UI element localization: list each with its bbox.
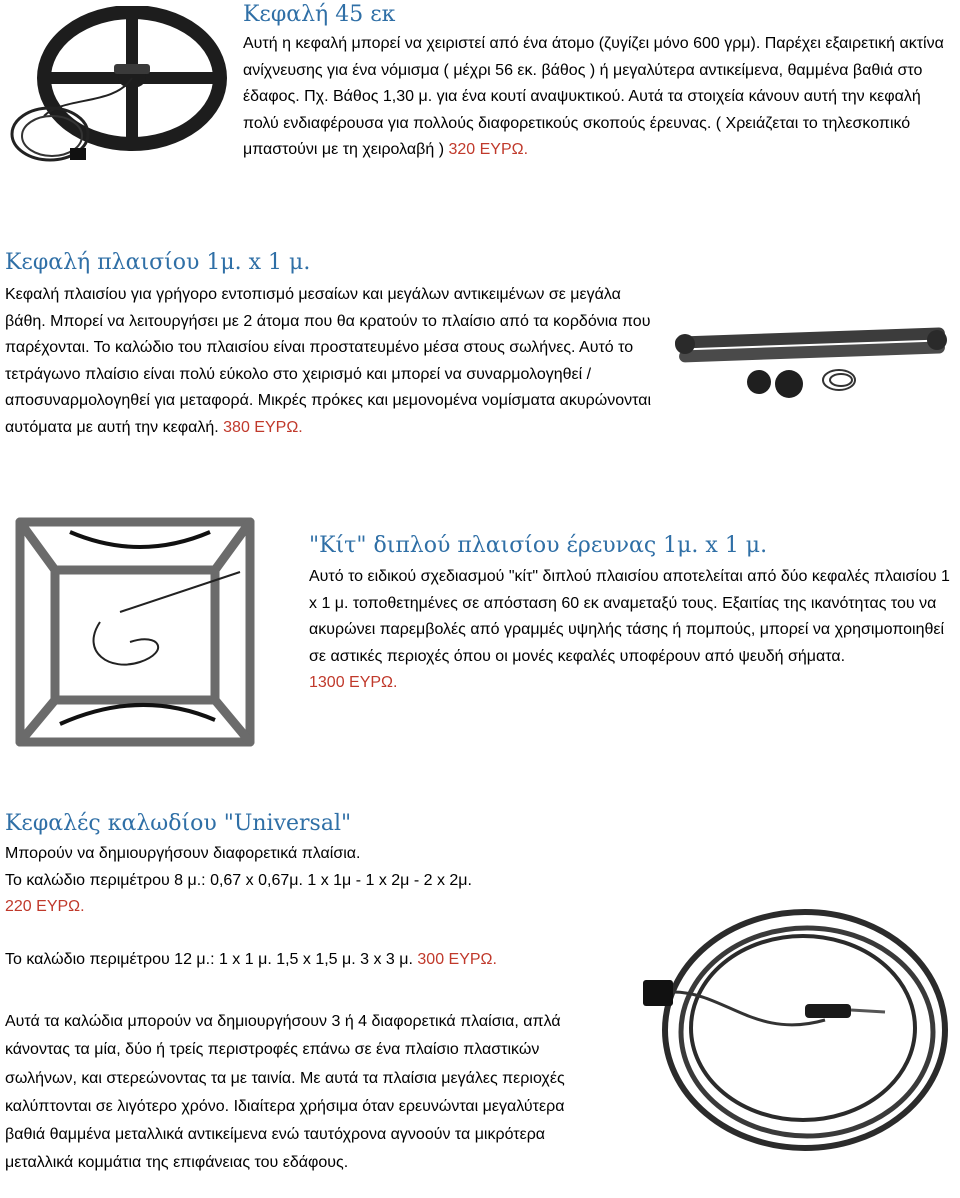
section4-line1: Μπορούν να δημιουργήσουν διαφορετικά πλαίσια. [5,845,361,862]
section4-description [5,841,605,973]
section3-text: Αυτό το ειδικού σχεδιασμού "κίτ" διπλού πλαισίου αποτελείται από δύο κεφαλές πλαισίου 1 x 1 μ. τοποθετημένες σε απόσταση 60 εκ αναμεταξύ τους. Εξαιτίας της ικανότητας του να ακυρώνει παρεμβολές από γραμμές υψηλής τάσης ή πομπούς, μπορεί να χρησιμοποιηθεί σε αστικές περιοχές όπου οι μονές κεφαλές υποφέρουν από ψευδή σήματα. [309,568,950,665]
section4-title: Κεφαλές καλωδίου "Universal" [5,811,352,836]
section3-title: "Κίτ" διπλού πλαισίου έρευνας 1μ. x 1 μ. [309,533,768,558]
section3-description [309,564,954,697]
section1-title: Κεφαλή 45 εκ [243,2,396,27]
double-frame-kit-image [0,512,275,748]
section2-title: Κεφαλή πλαισίου 1μ. x 1 μ. [5,250,311,275]
section1-text: Αυτή η κεφαλή μπορεί να χειριστεί από ένα άτομο (ζυγίζει μόνο 600 γρμ). Παρέχει εξαιρετική ακτίνα ανίχνευσης για ένα νόμισμα ( μέχρι 56 εκ. βάθος ) ή μεγαλύτερα αντικείμενα, θαμμένα βαθιά στο έδαφος. Πχ. Βάθος 1,30 μ. για ένα κουτί αναψυκτικού. Αυτά τα στοιχεία κάνουν αυτή την κεφαλή πολύ ενδιαφέρουσα για πολλούς διαφορετικούς σκοπούς έρευνας. ( Χρειάζεται το τηλεσκοπικό μπαστούνι με τη χειρολαβή ) [243,35,944,158]
section4-line3: Το καλώδιο περιμέτρου 12 μ.: 1 x 1 μ. 1,5 x 1,5 μ. 3 x 3 μ. [5,950,413,968]
search-coil-45cm-image [4,6,236,176]
section2-description [5,282,655,441]
section2-text: Κεφαλή πλαισίου για γρήγορο εντοπισμό μεσαίων και μεγάλων αντικειμένων σε μεγάλα βάθη. Μπορεί να λειτουργήσει με 2 άτομα που θα κρατούν το πλαίσιο από τα κορδόνια που παρέχονται. Το καλώδιο του πλαισίου είναι προστατευμένο μέσα στους σωλήνες. Αυτό το τετράγωνο πλαίσιο είναι πολύ εύκολο στο χειρισμό και μπορεί να συναρμολογηθεί / αποσυναρμολογηθεί για μεταφορά. Μικρές πρόκες και μεμονομένα νομίσματα ακυρώνονται αυτόματα με αυτή την κεφαλή. [5,286,652,436]
section4-line2: Το καλώδιο περιμέτρου 8 μ.: 0,67 x 0,67μ. 1 x 1μ - 1 x 2μ - 2 x 2μ. [5,871,472,889]
section4-price1: 220 ΕΥΡΩ. [5,898,85,915]
section4-paragraph: Αυτά τα καλώδια μπορούν να δημιουργήσουν 3 ή 4 διαφορετικά πλαίσια, απλά κάνοντας τα μία, δύο ή τρείς περιστροφές επάνω σε ένα πλαίσιο πλαστικών σωλήνων, και στερεώνοντας τα με ταινία. Με αυτά τα πλαίσια μεγάλες περιοχές καλύπτονται σε λιγότερο χρόνο. Ιδιαίτερα χρήσιμα όταν ερευνώνται μεγαλύτερα βαθιά θαμμένα μεταλλικά αντικείμενα ενώ ταυτόχρονα αγνοούν τα μικρότερα μεταλλικά κομμάτια της επιφάνειας του εδάφους. [5,1013,565,1172]
section3-price: 1300 ΕΥΡΩ. [309,674,398,691]
frame-coil-tubes-image [665,318,955,408]
section2-price: 380 ΕΥΡΩ. [223,418,303,436]
section1-price: 320 ΕΥΡΩ. [448,141,529,158]
section1-description [243,31,953,164]
universal-cable-coil-image [635,880,955,1180]
section4-price2: 300 ΕΥΡΩ. [417,950,497,968]
